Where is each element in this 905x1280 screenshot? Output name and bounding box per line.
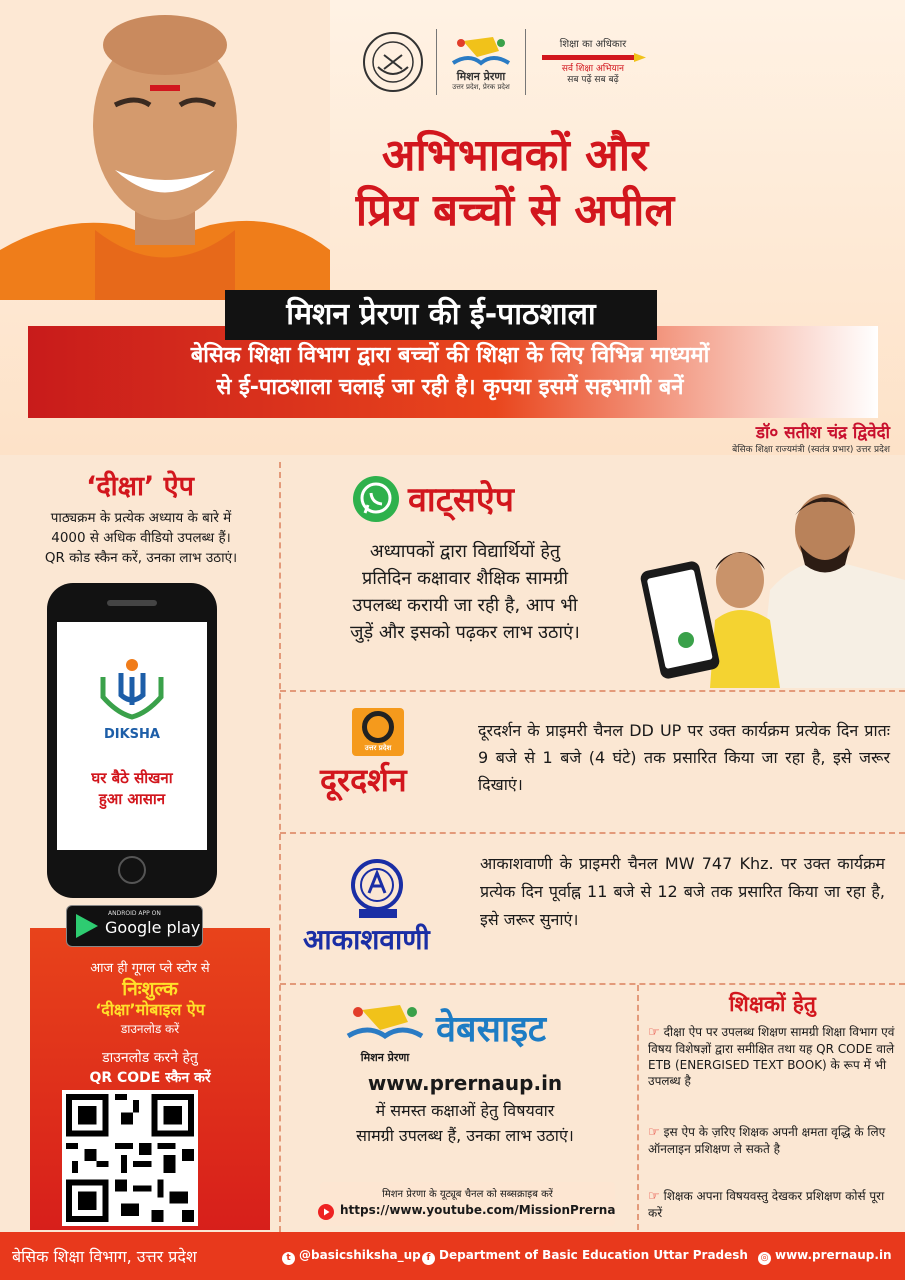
play-store-icon [76, 914, 98, 938]
signatory-name: डॉ० सतीश चंद्र द्विवेदी [755, 423, 890, 443]
youtube-url-link[interactable]: https://www.youtube.com/MissionPrerna [340, 1203, 616, 1217]
footer-website-link[interactable] [758, 1248, 892, 1265]
column-divider [279, 462, 281, 1232]
website-title: वेबसाइट [436, 1009, 547, 1050]
gplay-big-text: Google play [105, 918, 201, 937]
download-line2: निःशुल्क [122, 978, 178, 1000]
mission-prerna-logo [437, 24, 525, 100]
up-govt-logo [350, 24, 436, 100]
website-logo [340, 1000, 430, 1064]
website-url-link[interactable]: www.prernaup.in [367, 1071, 563, 1095]
pointing-hand-icon: ☞ [648, 1025, 660, 1040]
footer-url: www.prernaup.in [775, 1248, 892, 1262]
globe-icon: ◎ [758, 1252, 771, 1265]
twitter-icon: t [282, 1252, 295, 1265]
mission-prerna-icon [340, 1000, 430, 1046]
chief-minister-portrait [0, 0, 330, 300]
youtube-icon [318, 1204, 334, 1220]
whatsapp-icon [353, 476, 399, 522]
up-emblem-icon [362, 31, 424, 93]
rte-logo [526, 24, 660, 100]
appeal-line2: से ई-पाठशाला चलाई जा रही है। कृपया इसमें सहभागी बनें [216, 375, 684, 400]
wa-desc-line2: प्रतिदिन कक्षावार शैक्षिक सामग्री [361, 568, 568, 589]
youtube-subscribe-text: मिशन प्रेरणा के यूट्यूब चैनल को सब्सक्राइब करें [382, 1189, 553, 1200]
diksha-description [10, 508, 272, 568]
akashvani-name: आकाशवाणी [303, 923, 430, 956]
section-divider [280, 832, 905, 834]
diksha-desc-line3: QR कोड स्कैन करें, उनका लाभ उठाएं। [44, 550, 238, 566]
headline [300, 128, 730, 238]
download-line4: डाउनलोड करें [120, 1022, 180, 1036]
wa-desc-line3: उपलब्ध करायी जा रही है, आप भी [352, 595, 578, 616]
download-line1: आज ही गूगल प्ले स्टोर से [90, 961, 210, 976]
website-description [300, 1098, 630, 1148]
teacher-point [648, 1024, 898, 1089]
e-pathshala-title: मिशन प्रेरणा की ई-पाठशाला [225, 290, 657, 340]
diksha-qr-code[interactable] [62, 1090, 198, 1226]
rte-title: शिक्षा का अधिकार [559, 38, 627, 50]
teacher-column-divider [637, 985, 639, 1230]
whatsapp-description [300, 538, 630, 646]
tagline-line2: हुआ आसान [98, 790, 166, 808]
father-daughter-photo [630, 470, 905, 688]
facebook-icon: f [422, 1252, 435, 1265]
tagline-line1: घर बैठे सीखना [91, 769, 173, 787]
mission-prerna-sub: उत्तर प्रदेश, प्रेरक प्रदेश [452, 83, 510, 92]
footer-department: बेसिक शिक्षा विभाग, उत्तर प्रदेश [12, 1247, 197, 1266]
facebook-page: Department of Basic Education Uttar Pradesh [439, 1248, 748, 1262]
headline-line2: प्रिय बच्चों से अपील [355, 185, 675, 236]
pointing-hand-icon: ☞ [648, 1189, 660, 1204]
teacher-point [648, 1188, 898, 1221]
rte-line2: सब पढ़ें सब बढ़ें [567, 74, 619, 85]
teacher-point-text: इस ऐप के ज़रिए शिक्षक अपनी क्षमता वृद्धि के लिए ऑनलाइन प्रशिक्षण ले सकते है [648, 1125, 886, 1156]
appeal-text [60, 340, 840, 404]
doordarshan-name: दूरदर्शन [320, 761, 407, 799]
wa-desc-line4: जुड़ें और इसको पढ़कर लाभ उठाएं। [350, 622, 580, 643]
akashvani-logo-icon [345, 855, 410, 920]
twitter-handle: @basicshiksha_up [299, 1248, 421, 1262]
teacher-point-text: दीक्षा ऐप पर उपलब्ध शिक्षण सामग्री शिक्षा विभाग एवं विषय विशेषज्ञों द्वारा समीक्षित तथा यह QR CODE वाले ETB (ENERGISED TEXT BOOK) के रूप में भी उपलब्ध है [648, 1025, 895, 1088]
signatory-role: बेसिक शिक्षा राज्यमंत्री (स्वतंत्र प्रभार) उत्तर प्रदेश [732, 445, 890, 455]
whatsapp-title: वाट्सऐप [408, 480, 514, 520]
pencil-icon [538, 50, 648, 64]
teachers-title: शिक्षकों हेतु [729, 992, 816, 1016]
website-logo-caption: मिशन प्रेरणा [360, 1051, 410, 1064]
diksha-app-name: DIKSHA [103, 727, 160, 742]
diksha-desc-line2: 4000 से अधिक वीडियो उपलब्ध हैं। [51, 530, 231, 546]
section-divider [280, 983, 905, 985]
diksha-logo-icon [95, 655, 170, 725]
mission-prerna-icon [449, 33, 513, 71]
teacher-point [648, 1124, 898, 1157]
footer-facebook-link[interactable] [422, 1248, 748, 1265]
web-desc-line2: सामग्री उपलब्ध हैं, उनका लाभ उठाएं। [356, 1126, 574, 1145]
diksha-tagline [57, 768, 207, 810]
teacher-point-text: शिक्षक अपना विषयवस्तु देखकर प्रशिक्षण कोर्स पूरा करें [648, 1189, 885, 1220]
phone-home-button [118, 856, 146, 884]
headline-line1: अभिभावकों और [381, 130, 649, 181]
diksha-app-title: ‘दीक्षा’ ऐप [86, 471, 194, 502]
appeal-line1: बेसिक शिक्षा विभाग द्वारा बच्चों की शिक्षा के लिए विभिन्न माध्यमों [190, 343, 710, 368]
logo-strip [350, 22, 680, 102]
section-divider [280, 690, 905, 692]
gplay-small-text: ANDROID APP ON [108, 910, 161, 917]
doordarshan-eye-icon [362, 711, 394, 743]
footer-twitter-link[interactable] [282, 1248, 421, 1265]
doordarshan-logo-sub: उत्तर प्रदेश [364, 744, 392, 752]
mission-prerna-caption: मिशन प्रेरणा [456, 69, 506, 83]
diksha-desc-line1: पाठ्यक्रम के प्रत्येक अध्याय के बारे में [50, 510, 232, 526]
akashvani-description: आकाशवाणी के प्राइमरी चैनल MW 747 Khz. पर उक्त कार्यक्रम प्रत्येक दिन पूर्वाह्न 11 बजे से 12 बजे तक प्रसारित किया जा रहा है, इसे जरूर सुनाएं। [480, 854, 885, 929]
wa-desc-line1: अध्यापकों द्वारा विद्यार्थियों हेतु [369, 541, 561, 562]
download-line6: QR CODE स्कैन करें [89, 1070, 211, 1086]
download-line5: डाउनलोड करने हेतु [102, 1050, 198, 1066]
pointing-hand-icon: ☞ [648, 1125, 660, 1140]
rte-line1: सर्व शिक्षा अभियान [561, 64, 625, 75]
download-line3: ‘दीक्षा’मोबाइल ऐप [95, 1000, 205, 1019]
phone-speaker [107, 600, 157, 606]
doordarshan-description: दूरदर्शन के प्राइमरी चैनल DD UP पर उक्त कार्यक्रम प्रत्येक दिन प्रातः 9 बजे से 1 बजे (4 घंटे) तक प्रसारित किया जा रहा है, इसे जरूर दिखाएं। [478, 721, 890, 794]
web-desc-line1: में समस्त कक्षाओं हेतु विषयवार [375, 1101, 555, 1120]
